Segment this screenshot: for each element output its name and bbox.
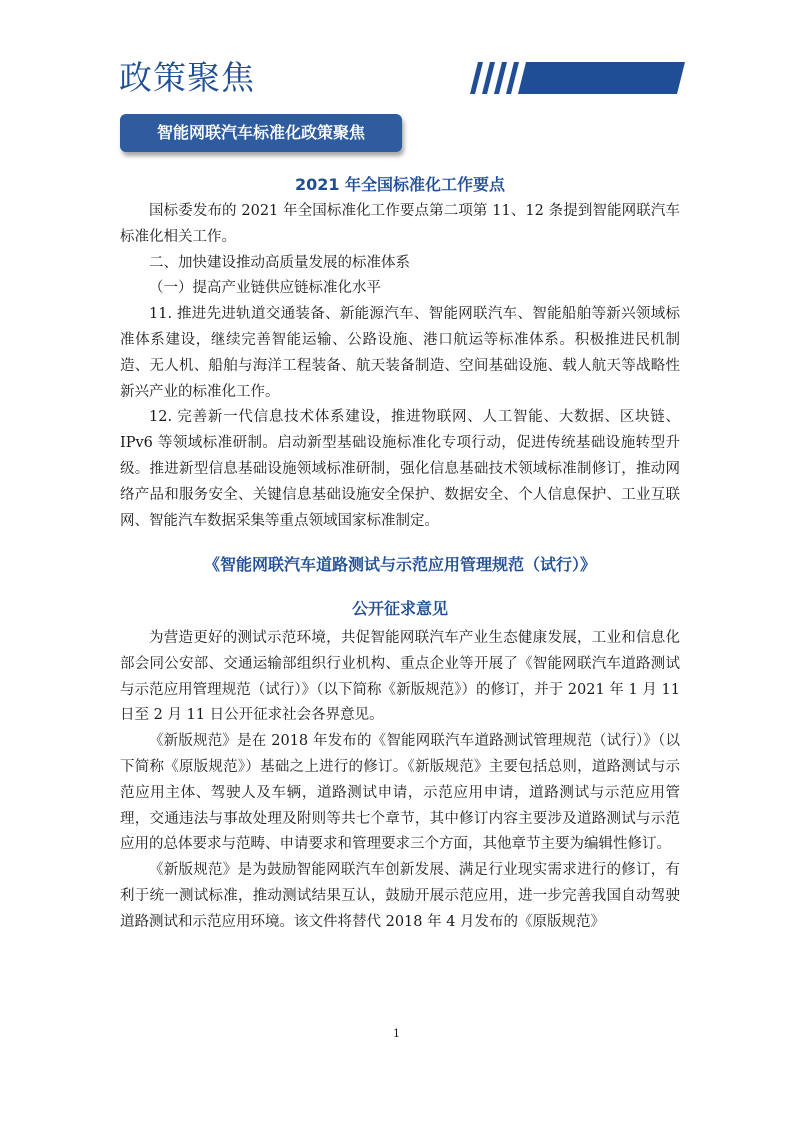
stripe-3 (494, 62, 507, 94)
section-banner: 智能网联汽车标准化政策聚焦 (120, 114, 402, 152)
section2-paragraph: 《新版规范》是为鼓励智能网联汽车创新发展、满足行业现实需求进行的修订，有利于统一测试标准，推动测试结果互认，鼓励开展示范应用，进一步完善我国自动驾驶道路测试和示范应用环境。该文件将替代 2018 年 4 月发布的《原版规范》 (120, 862, 680, 930)
section1-heading: 2021 年全国标准化工作要点 (294, 175, 506, 194)
page-title: 政策聚焦 (119, 58, 255, 97)
stripe-1 (470, 62, 483, 94)
section1-paragraph: （一）提高产业链供应链标准化水平 (149, 280, 381, 297)
section2-body (120, 626, 680, 936)
section1-paragraph: 国标委发布的 2021 年全国标准化工作要点第二项第 11、12 条提到智能网联汽车标准化相关工作。 (120, 203, 680, 245)
stripe-bar (518, 62, 685, 94)
section2-heading: 《智能网联汽车道路测试与示范应用管理规范（试行）》 (203, 555, 596, 574)
section2-paragraph: 《新版规范》是在 2018 年发布的《智能网联汽车道路测试管理规范（试行）》（以下简称《原版规范》）基础之上进行的修订。《新版规范》主要包括总则，道路测试与示范应用主体、驾驶人及车辆，道路测试申请，示范应用申请，道路测试与示范应用管理，交通违法与事故处理及附则等共七个章节，其中修订内容主要涉及道路测试与示范应用的总体要求与范畴、申请要求和管理要求三个方面，其他章节主要为编辑性修订。 (120, 733, 680, 853)
page-number: 1 (393, 1027, 400, 1040)
header-stripes-decoration (470, 62, 685, 94)
section2-heading-line2: 公开征求意见 (351, 599, 448, 618)
section1-paragraph: 二、加快建设推动高质量发展的标准体系 (149, 254, 410, 271)
section1-paragraph: 12. 完善新一代信息技术体系建设，推进物联网、人工智能、大数据、区块链、IPv6 等领域标准研制。启动新型基础设施标准化专项行动，促进传统基础设施转型升级。推进新型信息基础设施领域标准研制，强化信息基础技术领域标准制修订，推动网络产品和服务安全、关键信息基础设施安全保护、数据安全、个人信息保护、工业互联网、智能汽车数据采集等重点领域国家标准制定。 (120, 409, 680, 529)
stripe-2 (482, 62, 495, 94)
section1-body (120, 199, 680, 534)
section2-paragraph: 为营造更好的测试示范环境，共促智能网联汽车产业生态健康发展，工业和信息化部会同公安部、交通运输部组织行业机构、重点企业等开展了《智能网联汽车道路测试与示范应用管理规范（试行）》（以下简称《新版规范》）的修订，并于 2021 年 1 月 11 日至 2 月 11 日公开征求社会各界意见。 (120, 630, 680, 724)
section1-paragraph: 11. 推进先进轨道交通装备、新能源汽车、智能网联汽车、智能船舶等新兴领域标准体系建设，继续完善智能运输、公路设施、港口航运等标准体系。积极推进民机制造、无人机、船舶与海洋工程装备、航天装备制造、空间基础设施、载人航天等战略性新兴产业的标准化工作。 (120, 306, 680, 400)
stripe-4 (506, 62, 519, 94)
